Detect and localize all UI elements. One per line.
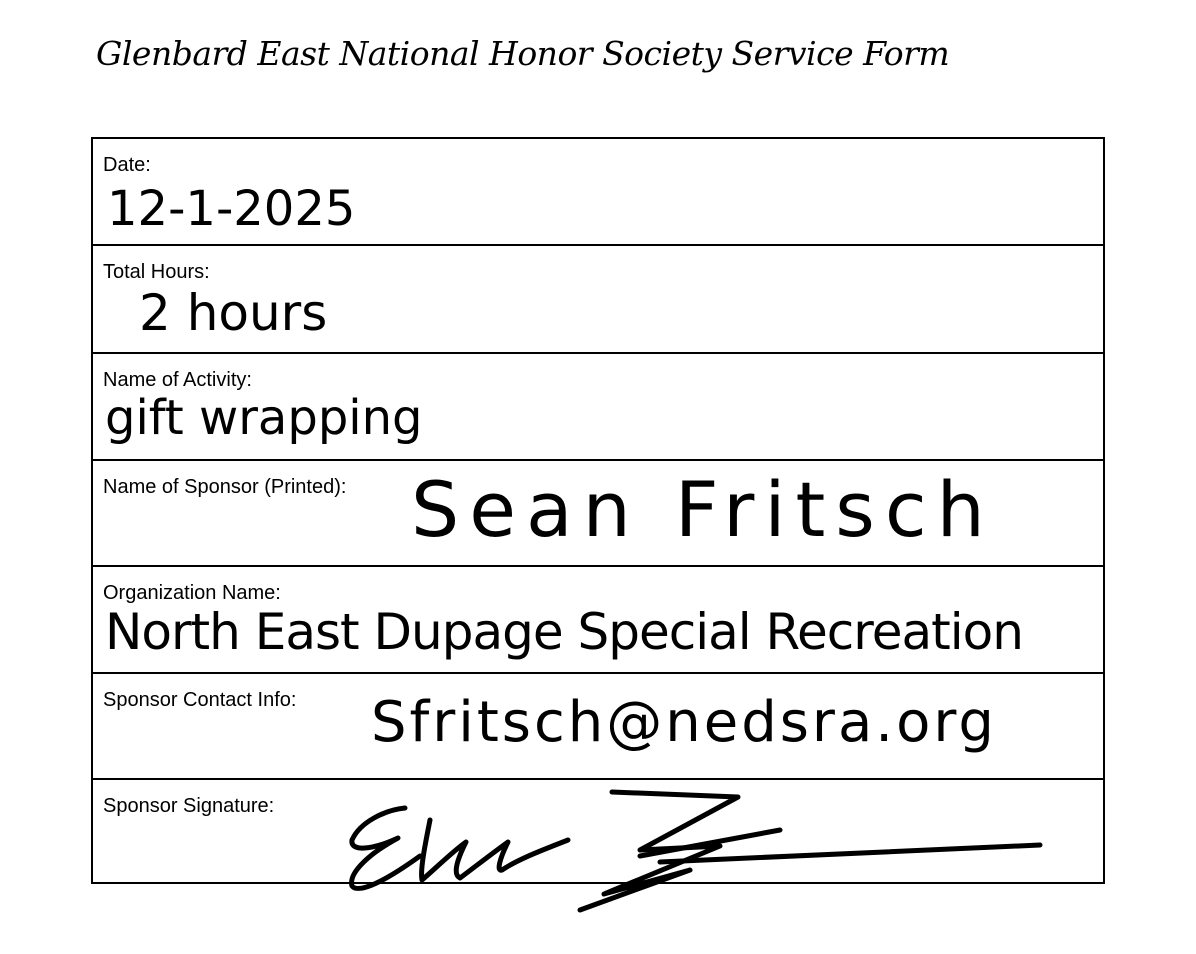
signature-label: Sponsor Signature:: [103, 795, 275, 817]
total-hours-value[interactable]: 2 hours: [139, 284, 328, 342]
total-hours-label: Total Hours:: [103, 261, 210, 283]
sponsor-name-label: Name of Sponsor (Printed):: [103, 476, 347, 498]
organization-label: Organization Name:: [103, 582, 281, 604]
activity-value[interactable]: gift wrapping: [105, 390, 423, 446]
contact-label: Sponsor Contact Info:: [103, 689, 297, 711]
form-title: Glenbard East National Honor Society Service Form: [96, 34, 950, 73]
contact-value[interactable]: Sfritsch@nedsra.org: [371, 690, 997, 755]
date-value[interactable]: 12-1-2025: [107, 181, 356, 237]
date-label: Date:: [103, 154, 151, 176]
activity-label: Name of Activity:: [103, 369, 252, 391]
sponsor-name-value[interactable]: Sean Fritsch: [411, 465, 995, 554]
organization-value[interactable]: North East Dupage Special Recreation: [105, 603, 1023, 661]
